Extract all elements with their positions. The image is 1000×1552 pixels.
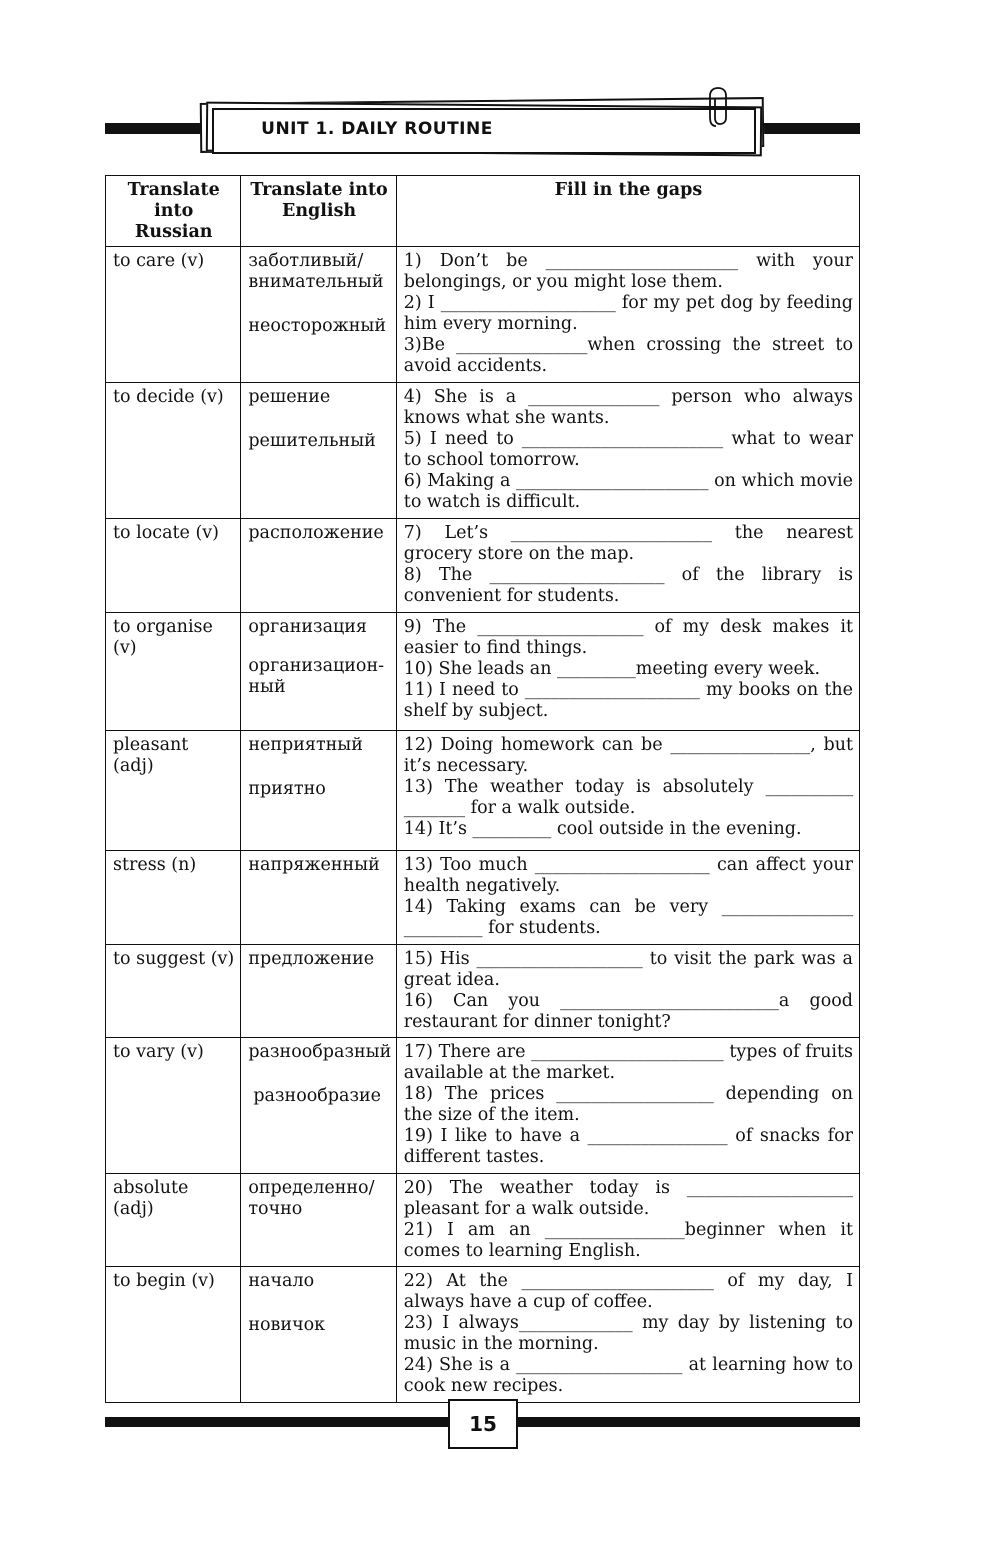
- exercise-sentence: 24) She is a ___________________ at learning how to cook new recipes.: [403, 1355, 853, 1396]
- exercise-sentence: 14) It’s _________ cool outside in the evening.: [403, 819, 802, 839]
- russian-cell: [241, 1174, 396, 1267]
- exercise-sentence: 3)Be _______________when crossing the street to avoid accidents.: [403, 335, 853, 376]
- exercise-cell: [396, 1038, 859, 1174]
- russian-cell: [241, 1267, 396, 1403]
- russian-cell: [241, 1038, 396, 1174]
- unit-title: UNIT 1. DAILY ROUTINE: [261, 119, 493, 139]
- page-number: 15: [448, 1399, 518, 1449]
- russian-cell: [241, 247, 396, 383]
- exercise-cell: [396, 851, 859, 945]
- exercise-sentence: 2) I ____________________ for my pet dog by feeding him every morning.: [403, 293, 853, 334]
- exercise-cell: [396, 1174, 859, 1267]
- header-fill-gaps: Fill in the gaps: [396, 176, 859, 247]
- word-cell: stress (n): [106, 851, 241, 945]
- table-row: [106, 613, 860, 731]
- table-row: [106, 383, 860, 519]
- word-cell: to begin (v): [106, 1267, 241, 1403]
- vocabulary-table: [105, 175, 860, 1403]
- exercise-sentence: 15) His ___________________ to visit the park was a great idea.: [403, 949, 853, 990]
- russian-cell: [241, 945, 396, 1038]
- word-cell: to care (v): [106, 247, 241, 383]
- russian-cell: [241, 519, 396, 613]
- russian-word: предложение: [248, 949, 375, 969]
- table-row: [106, 945, 860, 1038]
- exercise-sentence: 6) Making a ______________________ on which movie to watch is difficult.: [403, 471, 853, 512]
- header-bar-left: [105, 123, 215, 134]
- table-row: [106, 851, 860, 945]
- russian-word: неосторожный: [248, 316, 387, 336]
- exercise-sentence: 23) I always_____________ my day by listening to music in the morning.: [403, 1313, 853, 1354]
- exercise-sentence: 20) The weather today is ___________________ pleasant for a walk outside.: [403, 1178, 853, 1219]
- russian-word: начало: [248, 1271, 315, 1291]
- exercise-sentence: 7) Let’s _______________________ the nearest grocery store on the map.: [403, 523, 853, 564]
- exercise-sentence: 22) At the ______________________ of my day, I always have a cup of coffee.: [403, 1271, 853, 1312]
- exercise-sentence: 11) I need to ____________________ my books on the shelf by subject.: [403, 680, 853, 721]
- russian-word: решение: [248, 387, 331, 407]
- russian-word: неприятный: [248, 735, 363, 755]
- russian-word: заботливый/ внимательный: [248, 251, 384, 292]
- exercise-cell: [396, 519, 859, 613]
- russian-word: разнообразный: [248, 1042, 392, 1062]
- russian-word: новичок: [248, 1315, 326, 1335]
- exercise-sentence: 4) She is a _______________ person who always knows what she wants.: [403, 387, 853, 428]
- table-row: [106, 731, 860, 851]
- exercise-sentence: 1) Don’t be ______________________ with your belongings, or you might lose them.: [403, 251, 853, 292]
- header-translate-english: Translate into English: [241, 176, 396, 247]
- exercise-cell: [396, 383, 859, 519]
- table-header-row: [106, 176, 860, 247]
- exercise-sentence: 13) The weather today is absolutely __________ _______ for a walk outside.: [403, 777, 853, 818]
- russian-word: расположение: [248, 523, 384, 543]
- word-cell: to organise (v): [106, 613, 241, 731]
- table-row: [106, 1174, 860, 1267]
- exercise-sentence: 8) The ____________________ of the library is convenient for students.: [403, 565, 853, 606]
- exercise-sentence: 13) Too much ____________________ can affect your health negatively.: [403, 855, 853, 896]
- word-cell: to locate (v): [106, 519, 241, 613]
- russian-word: приятно: [248, 779, 326, 799]
- russian-word: определенно/ точно: [248, 1178, 375, 1219]
- exercise-cell: [396, 731, 859, 851]
- russian-cell: [241, 731, 396, 851]
- exercise-cell: [396, 945, 859, 1038]
- exercise-sentence: 9) The ___________________ of my desk makes it easier to find things.: [403, 617, 853, 658]
- word-cell: to decide (v): [106, 383, 241, 519]
- word-cell: to suggest (v): [106, 945, 241, 1038]
- russian-word: организацион-ный: [248, 656, 385, 697]
- russian-cell: [241, 851, 396, 945]
- word-cell: to vary (v): [106, 1038, 241, 1174]
- exercise-sentence: 10) She leads an _________meeting every week.: [403, 659, 821, 679]
- exercise-sentence: 19) I like to have a ________________ of snacks for different tastes.: [403, 1126, 853, 1167]
- table-row: [106, 1267, 860, 1403]
- russian-word: решительный: [248, 431, 376, 451]
- table-row: [106, 519, 860, 613]
- exercise-sentence: 12) Doing homework can be ________________, but it’s necessary.: [403, 735, 853, 776]
- header-bar-right: [760, 123, 860, 134]
- exercise-sentence: 16) Can you _________________________a good restaurant for dinner tonight?: [403, 991, 853, 1032]
- exercise-sentence: 17) There are ______________________ types of fruits available at the market.: [403, 1042, 853, 1083]
- russian-word: напряженный: [248, 855, 380, 875]
- russian-cell: [241, 383, 396, 519]
- table-row: [106, 247, 860, 383]
- russian-cell: [241, 613, 396, 731]
- exercise-cell: [396, 613, 859, 731]
- paperclip-icon: [708, 86, 732, 130]
- exercise-sentence: 5) I need to _______________________ what to wear to school tomorrow.: [403, 429, 853, 470]
- exercise-sentence: 18) The prices __________________ depending on the size of the item.: [403, 1084, 853, 1125]
- russian-word: организация: [248, 617, 367, 637]
- header-translate-russian: Translate into Russian: [106, 176, 241, 247]
- exercise-sentence: 14) Taking exams can be very _______________ _________ for students.: [403, 897, 853, 938]
- table-row: [106, 1038, 860, 1174]
- russian-word: разнообразие: [253, 1086, 382, 1106]
- exercise-sentence: 21) I am an ________________beginner when it comes to learning English.: [403, 1220, 853, 1261]
- exercise-cell: [396, 1267, 859, 1403]
- exercise-cell: [396, 247, 859, 383]
- word-cell: absolute (adj): [106, 1174, 241, 1267]
- word-cell: pleasant (adj): [106, 731, 241, 851]
